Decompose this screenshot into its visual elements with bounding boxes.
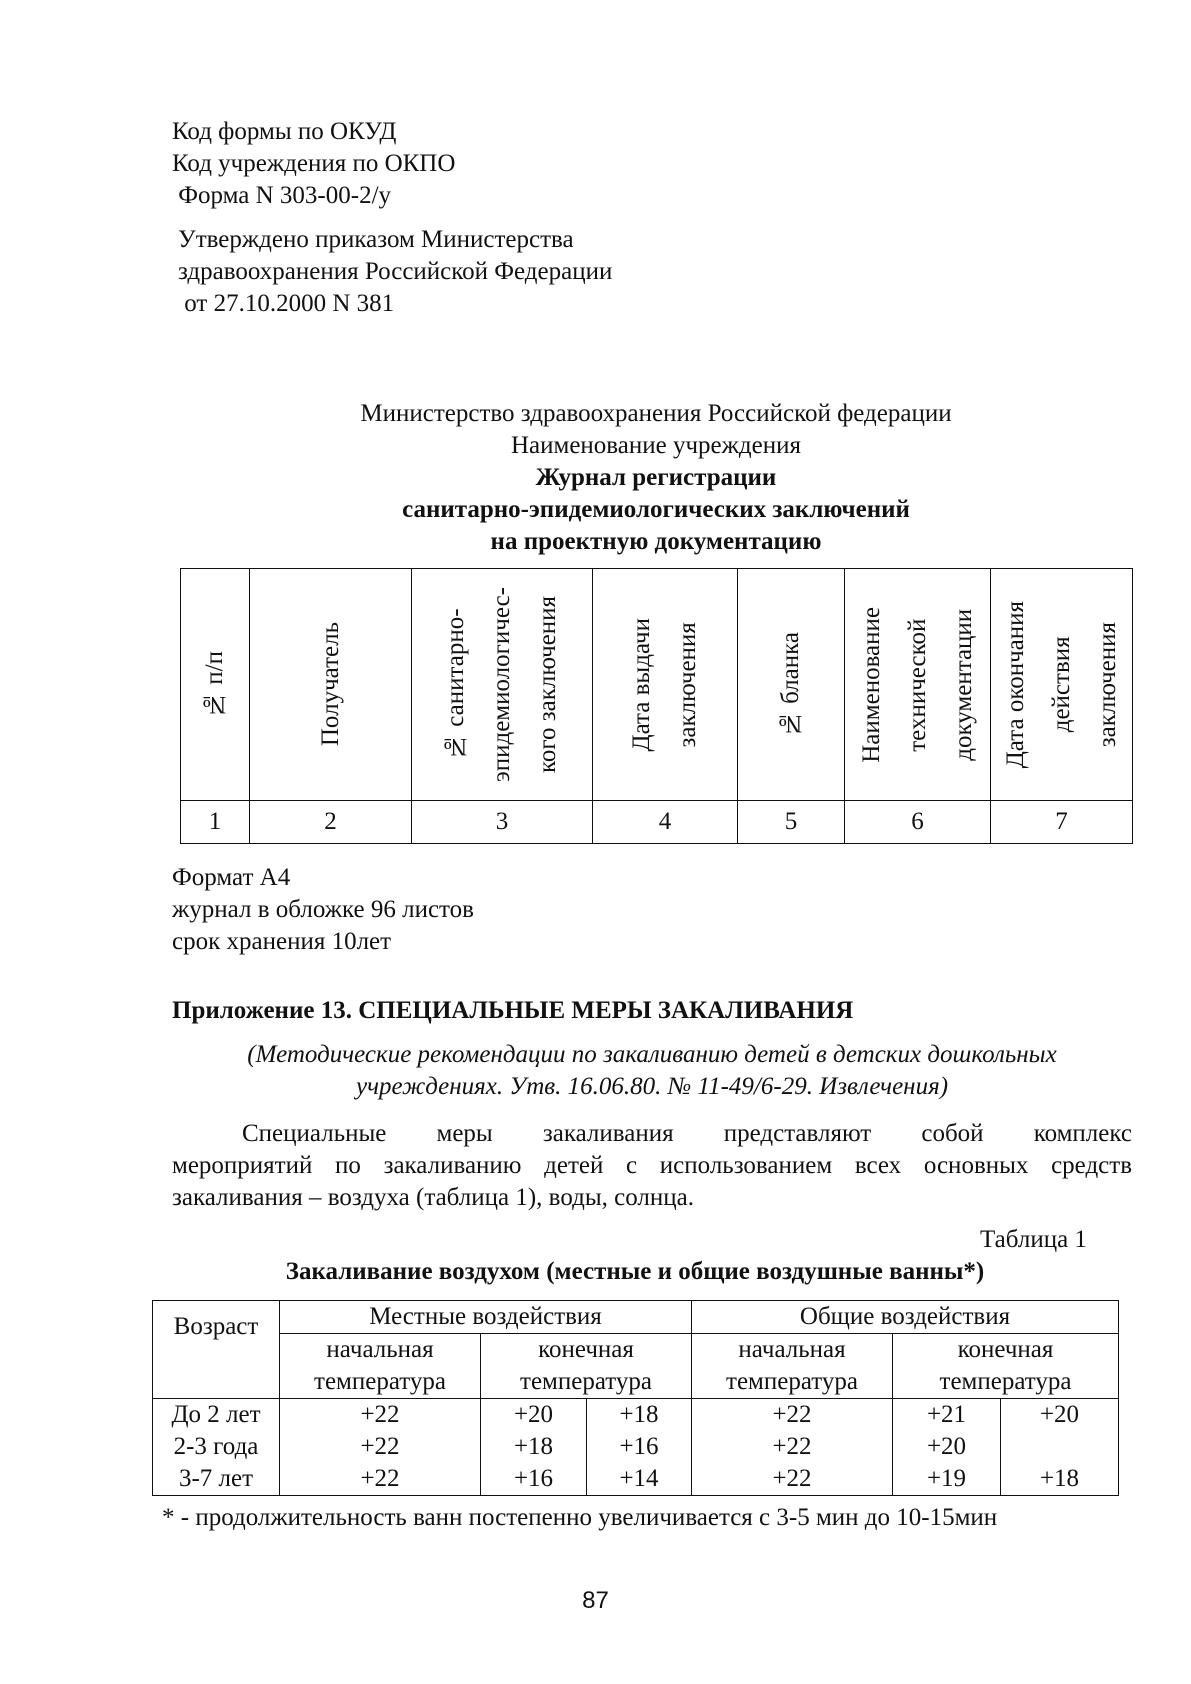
general-final-header: конечная температура xyxy=(893,1334,1119,1399)
age-cell: 3-7 лет xyxy=(153,1463,280,1496)
approval-line-2: здравоохранения Российской Федерации xyxy=(178,258,613,285)
format-note: Формат А4 xyxy=(172,864,291,891)
institution-name: Наименование учреждения xyxy=(510,432,801,459)
page-number: 87 xyxy=(582,1587,609,1614)
form-header xyxy=(172,116,455,212)
table-row xyxy=(153,1399,1119,1432)
journal-header-cell xyxy=(181,569,250,801)
header-form-number: № бланка xyxy=(777,631,804,738)
header-expiry-date: Дата окончания действия заключения xyxy=(1001,600,1121,769)
air-table-title: Закаливание воздухом (местные и общие воздушные ванны*) xyxy=(285,1258,985,1285)
value-cell: +22 xyxy=(692,1399,893,1432)
ministry-name: Министерство здравоохранения Российской федерации xyxy=(360,400,952,427)
table-row xyxy=(153,1463,1119,1496)
subtitle-line-2: учреждениях. Утв. 16.06.80. № 11-49/6-29. Извлечения) xyxy=(355,1073,949,1100)
header-number: № п/п xyxy=(201,651,228,718)
column-number: 1 xyxy=(181,801,250,844)
format-note: журнал в обложке 96 листов xyxy=(172,896,474,923)
journal-header-cell xyxy=(845,569,991,801)
journal-title-block xyxy=(180,398,1132,558)
column-number: 4 xyxy=(593,801,738,844)
age-header: Возраст xyxy=(153,1301,280,1399)
journal-table xyxy=(180,568,1133,844)
column-number: 3 xyxy=(412,801,593,844)
journal-title-2: санитарно-эпидемиологических заключений xyxy=(402,496,910,523)
subtitle-line-1: (Методические рекомендации по закаливанию детей в детских дошкольных xyxy=(247,1041,1057,1068)
value-cell: +22 xyxy=(280,1399,481,1432)
value-cell: +14 xyxy=(587,1463,692,1496)
value-cell: +19 xyxy=(893,1463,1001,1496)
value-cell: +21 xyxy=(893,1399,1001,1432)
format-notes xyxy=(172,862,474,958)
value-cell: +20 xyxy=(1001,1399,1119,1432)
value-cell: +20 xyxy=(893,1431,1001,1463)
air-table-footnote: * - продолжительность ванн постепенно увеличивается с 3-5 мин до 10-15мин xyxy=(162,1504,998,1531)
age-cell: 2-3 года xyxy=(153,1431,280,1463)
paragraph-line-3: закаливания – воздуха (таблица 1), воды, солнца. xyxy=(172,1184,694,1211)
local-final-header: конечная температура xyxy=(481,1334,692,1399)
value-cell xyxy=(1001,1431,1119,1463)
value-cell: +16 xyxy=(587,1431,692,1463)
journal-title-1: Журнал регистрации xyxy=(535,464,777,491)
journal-header-row xyxy=(181,569,1133,801)
value-cell: +22 xyxy=(280,1431,481,1463)
header-issue-date: Дата выдачи заключения xyxy=(628,617,701,752)
column-number: 2 xyxy=(250,801,412,844)
journal-header-cell xyxy=(412,569,593,801)
journal-number-row xyxy=(181,801,1133,844)
column-number: 7 xyxy=(991,801,1133,844)
general-header: Общие воздействия xyxy=(692,1301,1119,1334)
local-initial-header: начальная температура xyxy=(280,1334,481,1399)
value-cell: +18 xyxy=(481,1431,587,1463)
appendix-title: Приложение 13. СПЕЦИАЛЬНЫЕ МЕРЫ ЗАКАЛИВАНИЯ xyxy=(172,997,854,1024)
approval-note xyxy=(178,224,612,320)
age-cell: До 2 лет xyxy=(153,1399,280,1432)
value-cell: +18 xyxy=(587,1399,692,1432)
column-number: 6 xyxy=(845,801,991,844)
air-hardening-table xyxy=(152,1300,1119,1496)
air-header-row-1 xyxy=(153,1301,1119,1334)
header-documentation: Наименование технической документации xyxy=(857,606,977,763)
journal-header-cell xyxy=(250,569,412,801)
format-note: срок хранения 10лет xyxy=(172,928,392,955)
general-initial-header: начальная температура xyxy=(692,1334,893,1399)
journal-header-cell xyxy=(991,569,1133,801)
approval-line-1: Утверждено приказом Министерства xyxy=(178,226,574,253)
air-header-row-2 xyxy=(153,1334,1119,1399)
value-cell: +22 xyxy=(280,1463,481,1496)
approval-line-3: от 27.10.2000 N 381 xyxy=(178,290,395,317)
local-header: Местные воздействия xyxy=(280,1301,692,1334)
table-row xyxy=(153,1431,1119,1463)
paragraph-line-1: Специальные меры закаливания представляют собой комплекс xyxy=(242,1120,1132,1147)
header-recipient: Получатель xyxy=(316,622,344,747)
header-conclusion-number: № санитарно- эпидемиологичес- кого заключения xyxy=(442,587,561,782)
value-cell: +18 xyxy=(1001,1463,1119,1496)
appendix-subtitle xyxy=(172,1039,1132,1103)
appendix-paragraph xyxy=(172,1118,1132,1214)
journal-header-cell xyxy=(593,569,738,801)
column-number: 5 xyxy=(738,801,845,844)
value-cell: +20 xyxy=(481,1399,587,1432)
table-label: Таблица 1 xyxy=(980,1226,1087,1253)
value-cell: +16 xyxy=(481,1463,587,1496)
journal-header-cell xyxy=(738,569,845,801)
value-cell: +22 xyxy=(692,1463,893,1496)
okpo-code-label: Код учреждения по ОКПО xyxy=(172,150,456,177)
form-number: Форма N 303-00-2/у xyxy=(172,182,392,209)
journal-title-3: на проектную документацию xyxy=(490,528,822,555)
paragraph-line-2: мероприятий по закаливанию детей с использованием всех основных средств xyxy=(172,1152,1132,1179)
okud-code-label: Код формы по ОКУД xyxy=(172,118,397,145)
value-cell: +22 xyxy=(692,1431,893,1463)
